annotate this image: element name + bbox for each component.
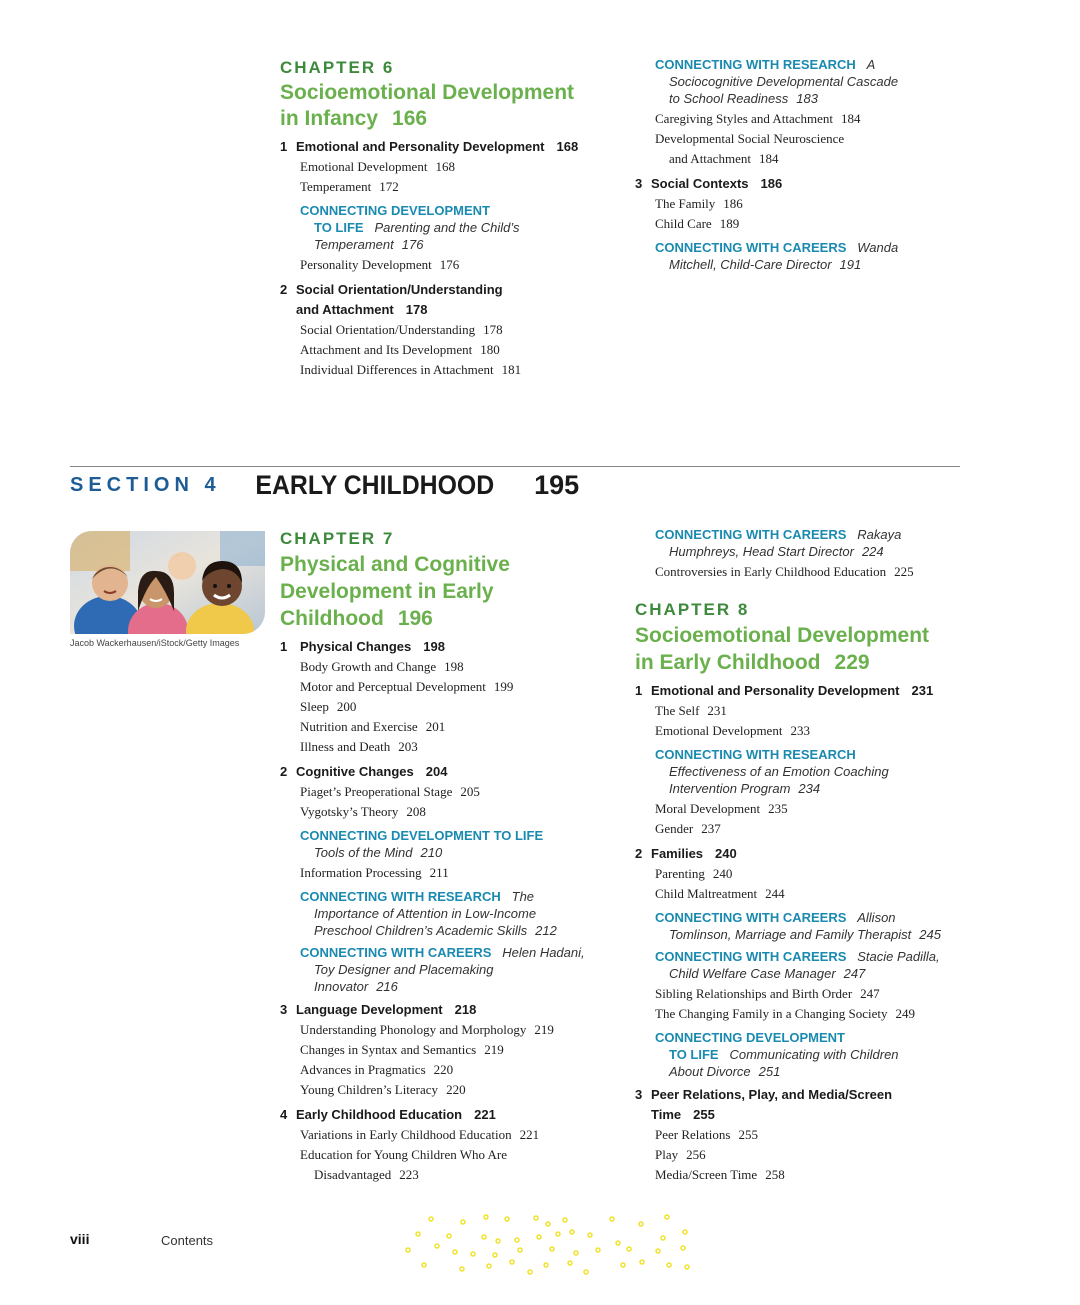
section-page: 178 — [405, 302, 428, 317]
entry-page: 200 — [336, 699, 357, 714]
toc-entry[interactable] — [280, 320, 620, 340]
entry-page: 203 — [398, 739, 418, 754]
chapter-6-column — [280, 58, 620, 380]
box-title: About Divorce — [669, 1064, 751, 1079]
toc-entry[interactable] — [635, 701, 980, 721]
entry-page: 168 — [435, 159, 455, 174]
box-title: Effectiveness of an Emotion Coaching — [669, 764, 889, 779]
section-page: 168 — [556, 139, 579, 154]
box-page: 212 — [535, 923, 557, 938]
box-title: Importance of Attention in Low-Income — [314, 906, 537, 921]
box-title: Mitchell, Child-Care Director — [669, 257, 832, 272]
section-title: Cognitive Changes — [296, 764, 414, 779]
box-page: 210 — [420, 845, 443, 860]
toc-entry[interactable] — [280, 863, 620, 883]
entry-page: 172 — [379, 179, 399, 194]
box-label: CONNECTING WITH RESEARCH — [655, 57, 856, 72]
entry-page: 208 — [406, 804, 426, 819]
section-number: 3 — [280, 1002, 288, 1017]
section-page: 255 — [693, 1107, 715, 1122]
box-page: 251 — [758, 1064, 781, 1079]
box-label: CONNECTING WITH RESEARCH — [655, 747, 856, 762]
entry-page: 180 — [480, 342, 500, 357]
box-page: 224 — [861, 544, 884, 559]
section-page: 195 — [534, 470, 580, 500]
children-photo — [70, 531, 265, 634]
box-title: Stacie Padilla, — [857, 949, 940, 964]
entry-title: Controversies in Early Childhood Education — [655, 564, 887, 579]
entry-title: Personality Development — [300, 257, 432, 272]
entry-page: 205 — [460, 784, 480, 799]
connecting-box[interactable] — [280, 827, 620, 861]
box-label: CONNECTING DEVELOPMENT — [655, 1030, 845, 1045]
entry-page: 199 — [493, 679, 514, 694]
toc-entry[interactable] — [280, 340, 620, 360]
section-title: Social Contexts — [651, 176, 749, 191]
toc-entry[interactable] — [280, 657, 620, 677]
box-title: to School Readiness — [669, 91, 789, 106]
toc-entry[interactable] — [280, 1040, 620, 1060]
toc-entry[interactable] — [280, 177, 620, 197]
section-page: 186 — [760, 176, 783, 191]
entry-title: Understanding Phonology and Morphology — [300, 1022, 527, 1037]
box-title: Wanda — [857, 240, 899, 255]
entry-title: Piaget’s Preoperational Stage — [300, 784, 453, 799]
box-page: 247 — [843, 966, 866, 981]
entry-title: The Self — [655, 703, 700, 718]
entry-title: Nutrition and Exercise — [300, 719, 418, 734]
section-page: 218 — [454, 1002, 477, 1017]
toc-entry[interactable] — [635, 194, 975, 214]
section-title: and Attachment — [296, 302, 394, 317]
chapter-title-line: Development in Early — [280, 580, 494, 603]
entry-page: 231 — [707, 703, 727, 718]
box-title: Preschool Children’s Academic Skills — [314, 923, 528, 938]
chapter-title-line: Childhood — [280, 607, 384, 630]
entry-title: Information Processing — [300, 865, 422, 880]
box-page: 176 — [401, 237, 424, 252]
section-heading[interactable] — [280, 1000, 620, 1020]
box-title: Humphreys, Head Start Director — [669, 544, 854, 559]
chapter-8-column — [635, 526, 980, 1185]
toc-entry[interactable] — [280, 677, 620, 697]
section-heading[interactable] — [280, 637, 620, 657]
toc-entry[interactable] — [280, 1020, 620, 1040]
connecting-box[interactable] — [280, 944, 620, 995]
box-title: Allison — [857, 910, 896, 925]
section-page: 198 — [423, 639, 445, 654]
toc-entry[interactable] — [280, 157, 620, 177]
entry-title: Play — [655, 1147, 679, 1162]
entry-title: Emotional Development — [655, 723, 783, 738]
box-label: CONNECTING WITH CAREERS — [655, 910, 847, 925]
section-heading[interactable] — [635, 1085, 980, 1125]
connecting-box[interactable] — [635, 56, 975, 107]
section-divider — [70, 466, 960, 467]
section-number: 1 — [280, 639, 288, 654]
box-title: Communicating with Children — [729, 1047, 899, 1062]
box-title: Child Welfare Case Manager — [669, 966, 836, 981]
toc-entry[interactable] — [280, 1060, 620, 1080]
toc-entry[interactable] — [635, 1165, 980, 1185]
entry-page: 249 — [895, 1006, 916, 1021]
entry-page: 176 — [439, 257, 460, 272]
section-title: Physical Changes — [300, 639, 412, 654]
box-title: The — [511, 889, 535, 904]
section-heading[interactable] — [280, 1105, 620, 1125]
chapter-6-continued-column — [635, 56, 975, 275]
entry-page: 220 — [433, 1062, 454, 1077]
entry-title: Child Maltreatment — [655, 886, 758, 901]
entry-page: 244 — [765, 886, 785, 901]
box-label: CONNECTING WITH CAREERS — [655, 949, 847, 964]
entry-page: 258 — [765, 1167, 785, 1182]
decorative-dots — [400, 1210, 700, 1280]
section-page: 204 — [425, 764, 448, 779]
toc-entry[interactable] — [280, 717, 620, 737]
box-title: Rakaya — [857, 527, 902, 542]
connecting-box[interactable] — [280, 202, 620, 253]
entry-page: 181 — [501, 362, 522, 377]
box-title: Toy Designer and Placemaking — [314, 962, 494, 977]
box-title: Tomlinson, Marriage and Family Therapist — [669, 927, 912, 942]
box-page: 216 — [376, 979, 398, 994]
toc-entry[interactable] — [280, 1145, 620, 1185]
entry-page: 220 — [446, 1082, 466, 1097]
chapter-title-line: in Early Childhood — [635, 651, 821, 674]
section-number: 2 — [635, 846, 643, 861]
entry-title: Attachment and Its Development — [300, 342, 473, 357]
entry-title: Variations in Early Childhood Education — [300, 1127, 512, 1142]
section-title: Language Development — [296, 1002, 443, 1017]
entry-title: Moral Development — [655, 801, 761, 816]
chapter-title-line: Socioemotional Development — [280, 81, 575, 104]
toc-entry[interactable] — [635, 109, 975, 129]
connecting-box[interactable] — [635, 909, 980, 943]
entry-page: 201 — [425, 719, 446, 734]
toc-entry[interactable] — [280, 255, 620, 275]
entry-title: Motor and Perceptual Development — [300, 679, 486, 694]
entry-page: 198 — [444, 659, 464, 674]
entry-page: 219 — [534, 1022, 554, 1037]
chapter-7-column — [280, 529, 620, 1185]
box-label: CONNECTING WITH CAREERS — [655, 240, 847, 255]
running-footer: Contents — [161, 1233, 214, 1248]
connecting-box[interactable] — [635, 239, 975, 273]
section-page: 240 — [715, 846, 737, 861]
entry-page: 233 — [790, 723, 810, 738]
connecting-box[interactable] — [635, 746, 980, 797]
toc-entry[interactable] — [280, 782, 620, 802]
section-heading[interactable] — [635, 844, 980, 864]
entry-page: 189 — [719, 216, 740, 231]
section-page: 231 — [911, 683, 934, 698]
entry-page: 240 — [712, 866, 733, 881]
toc-entry[interactable] — [635, 214, 975, 234]
section-title: Emotional and Personality Development — [296, 139, 545, 154]
section-number: 1 — [280, 139, 288, 154]
entry-title: The Changing Family in a Changing Society — [655, 1006, 888, 1021]
section-number: 2 — [280, 282, 288, 297]
section-title: EARLY CHILDHOOD — [254, 470, 494, 500]
section-number: 3 — [635, 1087, 643, 1102]
entry-title: Advances in Pragmatics — [300, 1062, 426, 1077]
connecting-box[interactable] — [635, 526, 980, 560]
section-heading[interactable] — [280, 137, 620, 157]
section-title: Peer Relations, Play, and Media/Screen — [651, 1087, 893, 1102]
toc-entry[interactable] — [280, 360, 620, 380]
connecting-box[interactable] — [635, 948, 980, 982]
toc-entry[interactable] — [280, 737, 620, 757]
entry-title: Social Orientation/Understanding — [300, 322, 476, 337]
entry-page: 221 — [519, 1127, 540, 1142]
box-title: Helen Hadani, — [502, 945, 585, 960]
toc-entry[interactable] — [635, 129, 975, 169]
chapter-label: CHAPTER 6 — [280, 58, 395, 77]
section-number: 1 — [635, 683, 643, 698]
toc-entry[interactable] — [280, 1125, 620, 1145]
chapter-title-line: Physical and Cognitive — [280, 553, 510, 576]
entry-page: 184 — [758, 151, 779, 166]
box-title: Parenting and the Child’s — [374, 220, 520, 235]
box-title: A — [866, 57, 876, 72]
toc-entry[interactable] — [635, 884, 980, 904]
entry-page: 219 — [484, 1042, 504, 1057]
box-title: Sociocognitive Developmental Cascade — [669, 74, 899, 89]
entry-page: 247 — [860, 986, 880, 1001]
toc-entry[interactable] — [635, 1004, 980, 1024]
toc-entry[interactable] — [280, 1080, 620, 1100]
entry-title: Illness and Death — [300, 739, 391, 754]
toc-entry[interactable] — [635, 721, 980, 741]
entry-title: The Family — [655, 196, 716, 211]
box-label: CONNECTING WITH CAREERS — [655, 527, 847, 542]
box-label: TO LIFE — [669, 1047, 719, 1062]
chapter-title-line: in Infancy — [280, 107, 379, 130]
chapter-label: CHAPTER 8 — [635, 600, 750, 619]
chapter-page: 196 — [397, 607, 433, 630]
entry-title: and Attachment — [669, 151, 751, 166]
section-number: 3 — [635, 176, 643, 191]
toc-entry[interactable] — [280, 697, 620, 717]
box-title: Tools of the Mind — [314, 845, 413, 860]
entry-title: Developmental Social Neuroscience — [655, 131, 845, 146]
section-title: Time — [651, 1107, 682, 1122]
toc-entry[interactable] — [635, 819, 980, 839]
box-title: Intervention Program — [669, 781, 791, 796]
entry-title: Body Growth and Change — [300, 659, 437, 674]
entry-title: Temperament — [300, 179, 372, 194]
entry-page: 256 — [686, 1147, 706, 1162]
chapter-title[interactable] — [635, 622, 980, 676]
section-label: SECTION 4 — [70, 474, 221, 496]
section-heading[interactable] — [280, 280, 620, 320]
entry-title: Child Care — [655, 216, 712, 231]
entry-title: Media/Screen Time — [655, 1167, 758, 1182]
box-label: CONNECTING DEVELOPMENT TO LIFE — [300, 828, 544, 843]
chapter-title[interactable] — [280, 80, 620, 132]
entry-title: Disadvantaged — [314, 1167, 392, 1182]
page-number: viii — [70, 1231, 90, 1247]
chapter-title[interactable] — [280, 551, 620, 632]
connecting-box[interactable] — [635, 1029, 980, 1080]
entry-page: 225 — [894, 564, 914, 579]
entry-page: 211 — [429, 865, 449, 880]
photo-credit: Jacob Wackerhausen/iStock/Getty Images — [70, 638, 240, 648]
section-number: 2 — [280, 764, 288, 779]
entry-title: Caregiving Styles and Attachment — [655, 111, 833, 126]
box-title: Innovator — [314, 979, 369, 994]
entry-title: Individual Differences in Attachment — [300, 362, 494, 377]
box-label: TO LIFE — [314, 220, 364, 235]
section-title: Families — [651, 846, 704, 861]
entry-title: Changes in Syntax and Semantics — [300, 1042, 477, 1057]
chapter-page: 166 — [392, 107, 428, 130]
entry-page: 255 — [738, 1127, 758, 1142]
entry-title: Gender — [655, 821, 694, 836]
section-heading[interactable] — [280, 762, 620, 782]
box-page: 183 — [796, 91, 818, 106]
box-label: CONNECTING WITH RESEARCH — [300, 889, 501, 904]
toc-entry[interactable] — [635, 864, 980, 884]
entry-title: Sibling Relationships and Birth Order — [655, 986, 853, 1001]
section-number: 4 — [280, 1107, 288, 1122]
section-title: Emotional and Personality Development — [651, 683, 900, 698]
toc-entry[interactable] — [635, 562, 980, 582]
entry-page: 186 — [723, 196, 743, 211]
box-page: 191 — [839, 257, 862, 272]
section-heading[interactable] — [635, 174, 975, 194]
chapter-title-line: Socioemotional Development — [635, 624, 930, 647]
entry-page: 178 — [483, 322, 503, 337]
box-page: 234 — [798, 781, 821, 796]
entry-page: 235 — [768, 801, 788, 816]
box-title: Temperament — [314, 237, 394, 252]
entry-title: Emotional Development — [300, 159, 428, 174]
section-heading[interactable] — [635, 681, 980, 701]
entry-title: Young Children’s Literacy — [300, 1082, 439, 1097]
box-page: 245 — [919, 927, 941, 942]
toc-entry[interactable] — [280, 802, 620, 822]
entry-title: Parenting — [655, 866, 705, 881]
entry-page: 184 — [841, 111, 861, 126]
entry-title: Vygotsky’s Theory — [300, 804, 399, 819]
entry-page: 237 — [701, 821, 721, 836]
entry-title: Sleep — [300, 699, 329, 714]
toc-entry[interactable] — [635, 799, 980, 819]
entry-page: 223 — [399, 1167, 419, 1182]
chapter-page: 229 — [834, 651, 870, 674]
section-page: 221 — [474, 1107, 496, 1122]
entry-title: Peer Relations — [655, 1127, 731, 1142]
section-title: Social Orientation/Understanding — [296, 282, 503, 297]
connecting-box[interactable] — [280, 888, 620, 939]
toc-entry[interactable] — [635, 984, 980, 1004]
section-header[interactable] — [70, 470, 579, 504]
toc-entry[interactable] — [635, 1145, 980, 1165]
box-label: CONNECTING WITH CAREERS — [300, 945, 492, 960]
section-title: Early Childhood Education — [296, 1107, 463, 1122]
toc-entry[interactable] — [635, 1125, 980, 1145]
chapter-label: CHAPTER 7 — [280, 529, 395, 548]
box-label: CONNECTING DEVELOPMENT — [300, 203, 490, 218]
entry-title: Education for Young Children Who Are — [300, 1147, 508, 1162]
